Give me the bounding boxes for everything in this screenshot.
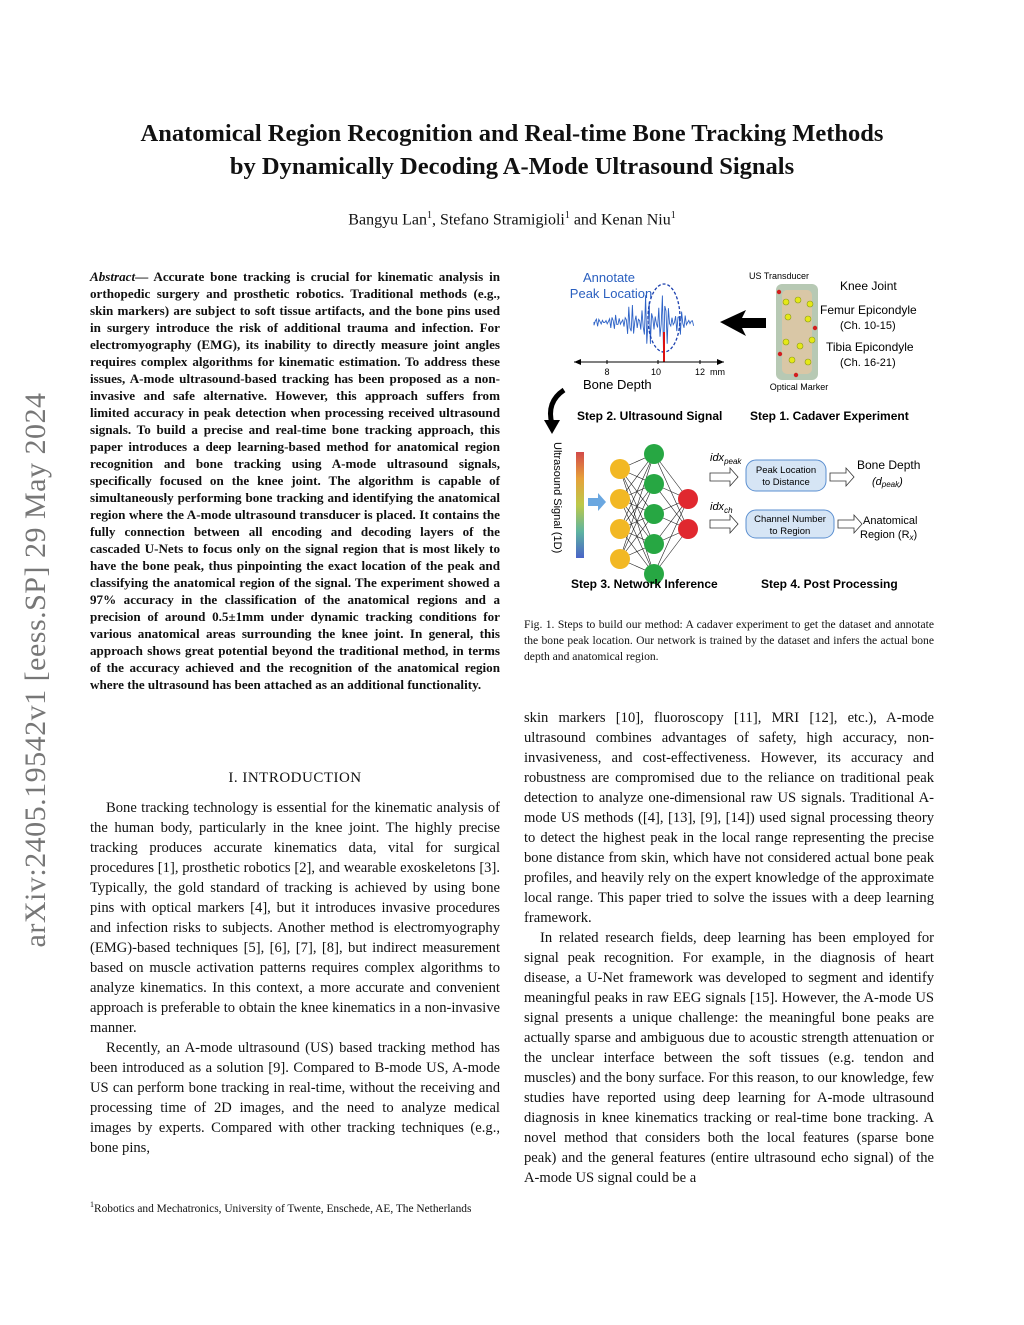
paper-title	[60, 117, 964, 183]
us-signal-axis-label: Ultrasound Signal (1D)	[551, 442, 563, 554]
down-arrow-icon	[551, 390, 565, 424]
footnote-text: Robotics and Mechatronics, University of Twente, Enschede, AE, The Netherlands	[94, 1202, 472, 1215]
bone-depth-output: Bone Depth	[857, 458, 921, 472]
abstract-lead: Abstract	[90, 269, 136, 284]
abstract-text: — Accurate bone tracking is crucial for kinematic analysis in orthopedic surgery and prosthetic robotics. Traditional methods (e.g., skin markers) are subject to soft tissue artifacts, and the bone pins used in surgery introduce the risk of additional trauma and infection. For electromyography (EMG), its inability to directly measure joint angles requires complex algorithms for kinematic estimation. To address these issues, A-mode ultrasound-based tracking has been proposed as a non-invasive and safe alternative. However, this approach suffers from limited accuracy in peak detection when processing received ultrasound signals. To build a precise and real-time bone tracking approach, this paper introduces a deep learning-based method for anatomical region recognition and bone tracking using A-mode ultrasound signals, specifically focused on the knee joint. The algorithm is capable of simultaneously performing bone tracking and identifying the anatomical region where the A-mode ultrasound transducer is placed. It contains the fully connection between all encoding and decoding layers of the cascaded U-Nets to focus only on the signal region that is most likely to have the bone peak, thus pinpointing the exact location of the peak and classifying the anatomical region of the signal. The experiment showed a 97% accuracy in the classification of the anatomical regions and a precision of around 0.5±1mm under dynamic tracking conditions for various anatomical areas surrounding the knee joint. In general, this approach shows great potential beyond the traditional method, in terms of the accuracy achieved and the recognition of the anatomical region where the ultrasound has been attached as an additional functionality.	[90, 269, 500, 692]
step2-label: Step 2. Ultrasound Signal	[577, 409, 723, 423]
right-column-body	[524, 708, 934, 1188]
paragraph: Recently, an A-mode ultrasound (US) based tracking method has been introduced as a solution [9]. Compared to B-mode US, A-mode US can perform bone tracking in real-time, without the receiving and processing time of 2D images, and the need to analyze medical images by experts. Compared with other tracking techniques (e.g., bone pins,	[90, 1040, 500, 1156]
signal-bar	[576, 452, 584, 558]
axis-arrow-left	[574, 359, 581, 365]
footnote	[90, 1197, 500, 1217]
hidden-node	[644, 444, 664, 464]
input-node	[610, 549, 630, 569]
input-node	[610, 519, 630, 539]
author-affiliation: 1	[564, 210, 570, 221]
input-node	[610, 459, 630, 479]
author-affiliation: 1	[426, 210, 432, 221]
knee-photo-panel	[749, 271, 917, 392]
us-transducer-label: US Transducer	[748, 271, 810, 281]
figure-1	[524, 262, 934, 602]
step3-label: Step 3. Network Inference	[571, 577, 718, 591]
author-separator: ,	[431, 211, 440, 229]
output-node	[678, 489, 698, 509]
paragraph: skin markers [10], fluoroscopy [11], MRI [12], etc.), A-mode ultrasound combines advantages of safety, high accuracy, non-invasiveness, and cost-effectiveness. However, its accuracy and robustness are compromised due to the reliance on traditional peak detection to analyze one-dimensional raw US signals. Traditional A-mode US methods ([4], [13], [9], [14]) used signal processing theory to detect the highest peak in the local range representing the precise bone distance from skin, which have not considered actual bone peak profiles, and heavily rely on the expert knowledge of the approximate local range. This paper tried to solve the issues with a deep learning framework.	[524, 710, 934, 926]
output-node	[678, 519, 698, 539]
author-separator: and	[569, 211, 601, 229]
introduction-body	[90, 798, 500, 1158]
axis-arrow-right	[717, 359, 724, 365]
paragraph: Bone tracking technology is essential for the kinematic analysis of the human body, particularly in the knee joint. The highly precise tracking produces accurate kinematics data, vital for surgical procedures [1], prosthetic robotics [2], and wearable exoskeletons [3]. Typically, the gold standard of tracking is achieved by using bone pins with optical markers [4], but it introduces invasive procedures and infection risks to subjects. Another method is electromyography (EMG)-based techniques [5], [6], [7], [8], but indirect measurement based on muscle activation patterns requires complex algorithms to analyze kinematics. In this context, a more accurate and convenient approach is preferable to obtain the knee kinematics in a non-invasive manner.	[90, 800, 500, 1036]
knee-joint-label: Knee Joint	[840, 279, 897, 293]
box2-line2: to Region	[769, 526, 811, 537]
box2-line1: Channel Number	[754, 514, 826, 525]
anatomical-output: Anatomical	[863, 515, 918, 527]
section-heading-introduction: I. INTRODUCTION	[228, 770, 362, 786]
bone-depth-symbol: (dpeak)	[872, 476, 903, 489]
arrow-icon	[838, 515, 862, 533]
footnote-mark: 1	[90, 1200, 94, 1209]
waveform-panel	[570, 270, 725, 392]
figure-caption: Fig. 1. Steps to build our method: A cadaver experiment to get the dataset and annotate the bone peak location. Our network is trained by the dataset and infers the actual bone depth and anatomical region.	[524, 618, 934, 663]
hidden-node	[644, 474, 664, 494]
box1-line2: to Distance	[762, 477, 810, 488]
femur-label: Femur Epicondyle	[820, 303, 917, 317]
bone-depth-label: Bone Depth	[583, 377, 652, 392]
region-symbol: Region (Rx)	[860, 529, 918, 542]
arrow-icon	[710, 515, 738, 533]
input-arrow-icon	[588, 493, 606, 511]
author-name: Stefano Stramigioli	[439, 211, 565, 229]
step1-label: Step 1. Cadaver Experiment	[750, 409, 909, 423]
down-arrow-head	[544, 420, 560, 434]
arrow-icon	[710, 468, 738, 486]
idx-ch-label: idx$_{ch}$	[710, 501, 733, 515]
post-processing-panel	[710, 452, 920, 542]
tibia-label: Tibia Epicondyle	[826, 340, 914, 354]
tick-label: 12	[694, 367, 706, 377]
paragraph: In related research fields, deep learning has been employed for signal peak recognition. For example, in the diagnosis of heart disease, a U-Net framework was developed to segment and identify meaningful peaks in raw EEG signals [15]. However, the A-mode US signal presents a unique challenge: the meaningful bone peaks are actually sparse and ambiguous due to acoustic strength attenuation or the unclear interface between the soft tissues (e.g. tendon and muscles) and the bony surface. For this reason, to our knowledge, few studies have reported using deep learning for A-mode ultrasound diagnosis in knee kinematics tracking or real-time bone tracking. A novel method that considers both the local features (sparse bone peak) and the general features (entire ultrasound echo signal) of the A-mode US signal could be a	[524, 930, 934, 1186]
abstract	[90, 268, 500, 693]
annotate-label-line2: Peak Location	[569, 286, 653, 301]
annotate-label-line1: Annotate	[582, 270, 636, 285]
tick-label: 10	[650, 367, 662, 377]
author-affiliation: 1	[670, 210, 676, 221]
optical-marker-label: Optical Marker	[769, 382, 829, 392]
step4-label: Step 4. Post Processing	[761, 577, 898, 591]
author-name: Bangyu Lan	[348, 211, 427, 229]
author-list	[0, 210, 1024, 229]
left-arrow-icon	[720, 310, 766, 336]
network-nodes	[610, 444, 698, 584]
arxiv-identifier: arXiv:2405.19542v1 [eess.SP] 29 May 2024	[19, 392, 52, 948]
title-line-1: Anatomical Region Recognition and Real-time Bone Tracking Methods	[140, 120, 884, 147]
idx-peak-label: idx$_{peak}$	[710, 452, 742, 466]
input-node	[610, 489, 630, 509]
hidden-node	[644, 504, 664, 524]
arrow-icon	[830, 468, 854, 486]
tick-unit: mm	[710, 367, 725, 377]
box1-line1: Peak Location	[755, 465, 817, 476]
author-name: Kenan Niu	[600, 211, 671, 229]
tibia-channel-label: (Ch. 16-21)	[840, 357, 896, 369]
network-panel	[551, 442, 698, 584]
ultrasound-waveform	[594, 295, 694, 356]
femur-channel-label: (Ch. 10-15)	[840, 320, 896, 332]
title-line-2: by Dynamically Decoding A-Mode Ultrasound Signals	[229, 153, 795, 180]
tick-label: 8	[604, 367, 610, 377]
hidden-node	[644, 534, 664, 554]
